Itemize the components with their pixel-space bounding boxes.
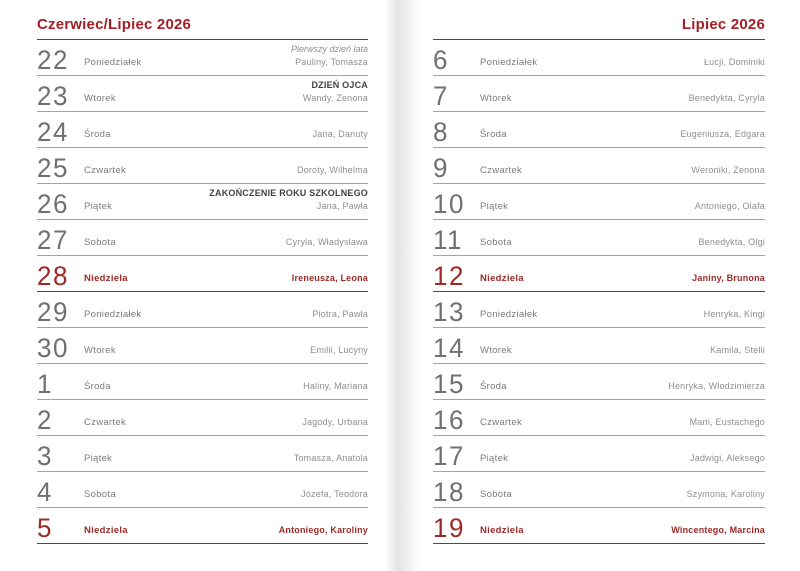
weekday-label: Środa bbox=[84, 129, 111, 140]
day-number: 9 bbox=[433, 151, 449, 184]
name-day-label: Antoniego, Olafa bbox=[694, 201, 765, 211]
name-day-label: Tomasza, Anatola bbox=[293, 453, 368, 463]
day-number: 23 bbox=[37, 79, 69, 112]
calendar-row-day-6 bbox=[433, 40, 765, 76]
day-number: 3 bbox=[37, 439, 53, 472]
row-right-block bbox=[691, 164, 765, 177]
row-right-block bbox=[313, 128, 368, 141]
row-right-block bbox=[690, 416, 765, 429]
name-day-label: Benedykta, Cyryla bbox=[688, 93, 765, 103]
holiday-label: DZIEŃ OJCA bbox=[311, 80, 368, 90]
name-day-label: Janiny, Brunona bbox=[692, 273, 765, 283]
calendar-row-day-29 bbox=[37, 292, 368, 328]
name-day-label: Eugeniusza, Edgara bbox=[680, 129, 765, 139]
day-number: 19 bbox=[433, 511, 465, 544]
row-right-block bbox=[292, 272, 368, 285]
calendar-row-day-27 bbox=[37, 220, 368, 256]
name-day-label: Wincentego, Marcina bbox=[671, 525, 765, 535]
calendar-row-day-15 bbox=[433, 364, 765, 400]
weekday-label: Wtorek bbox=[84, 345, 116, 356]
holiday-label: Pierwszy dzień lata bbox=[290, 44, 368, 54]
weekday-label: Sobota bbox=[480, 237, 512, 248]
weekday-label: Niedziela bbox=[84, 273, 128, 284]
row-right-block bbox=[303, 79, 368, 105]
day-number: 15 bbox=[433, 367, 465, 400]
weekday-label: Wtorek bbox=[480, 345, 512, 356]
name-day-label: Ireneusza, Leona bbox=[291, 273, 368, 283]
weekday-label: Czwartek bbox=[480, 165, 522, 176]
row-right-block bbox=[687, 488, 765, 501]
calendar-row-day-19 bbox=[433, 508, 765, 544]
weekday-label: Piątek bbox=[480, 201, 509, 212]
name-day-label: Piotra, Pawła bbox=[312, 309, 368, 319]
row-right-block bbox=[689, 92, 765, 105]
weekday-label: Wtorek bbox=[480, 93, 512, 104]
weekday-label: Poniedziałek bbox=[84, 309, 142, 320]
name-day-label: Pauliny, Tomasza bbox=[295, 57, 368, 67]
calendar-row-day-28 bbox=[37, 256, 368, 292]
calendar-row-day-16 bbox=[433, 400, 765, 436]
weekday-label: Niedziela bbox=[480, 273, 524, 284]
name-day-label: Emilii, Lucyny bbox=[310, 345, 368, 355]
calendar-row-day-18 bbox=[433, 472, 765, 508]
calendar-row-day-5 bbox=[37, 508, 368, 544]
row-right-block bbox=[301, 488, 368, 501]
calendar-row-day-17 bbox=[433, 436, 765, 472]
row-right-block bbox=[695, 200, 765, 213]
weekday-label: Czwartek bbox=[480, 417, 522, 428]
row-right-block bbox=[286, 236, 368, 249]
day-number: 2 bbox=[37, 403, 53, 436]
weekday-label: Piątek bbox=[84, 453, 113, 464]
name-day-label: Jana, Pawła bbox=[316, 201, 368, 211]
row-right-block bbox=[302, 416, 368, 429]
weekday-label: Środa bbox=[84, 381, 111, 392]
calendar-row-day-9 bbox=[433, 148, 765, 184]
weekday-label: Czwartek bbox=[84, 417, 126, 428]
weekday-label: Niedziela bbox=[84, 525, 128, 536]
row-right-block bbox=[704, 56, 765, 69]
name-day-label: Antoniego, Karoliny bbox=[278, 525, 368, 535]
calendar-row-day-2 bbox=[37, 400, 368, 436]
row-right-block bbox=[209, 187, 368, 213]
day-number: 14 bbox=[433, 331, 465, 364]
row-right-block bbox=[668, 380, 765, 393]
right-page-rows bbox=[433, 40, 765, 544]
name-day-label: Doroty, Wilhelma bbox=[296, 165, 368, 175]
weekday-label: Poniedziałek bbox=[480, 57, 538, 68]
day-number: 24 bbox=[37, 115, 69, 148]
day-number: 8 bbox=[433, 115, 449, 148]
weekday-label: Środa bbox=[480, 381, 507, 392]
name-day-label: Cyryla, Władysława bbox=[285, 237, 368, 247]
calendar-row-day-3 bbox=[37, 436, 368, 472]
calendar-row-day-7 bbox=[433, 76, 765, 112]
calendar-row-day-26 bbox=[37, 184, 368, 220]
day-number: 17 bbox=[433, 439, 465, 472]
calendar-row-day-13 bbox=[433, 292, 765, 328]
weekday-label: Niedziela bbox=[480, 525, 524, 536]
calendar-row-day-8 bbox=[433, 112, 765, 148]
day-number: 27 bbox=[37, 223, 69, 256]
weekday-label: Poniedziałek bbox=[84, 57, 142, 68]
name-day-label: Benedykta, Olgi bbox=[698, 237, 765, 247]
calendar-row-day-23 bbox=[37, 76, 368, 112]
calendar-row-day-1 bbox=[37, 364, 368, 400]
calendar-row-day-25 bbox=[37, 148, 368, 184]
day-number: 22 bbox=[37, 43, 69, 76]
row-right-block bbox=[312, 308, 368, 321]
name-day-label: Haliny, Mariana bbox=[303, 381, 368, 391]
weekday-label: Sobota bbox=[480, 489, 512, 500]
calendar-row-day-12 bbox=[433, 256, 765, 292]
day-number: 11 bbox=[433, 223, 463, 256]
row-right-block bbox=[671, 524, 765, 537]
row-right-block bbox=[692, 272, 765, 285]
calendar-row-day-10 bbox=[433, 184, 765, 220]
day-number: 12 bbox=[433, 259, 465, 292]
weekday-label: Sobota bbox=[84, 237, 116, 248]
row-right-block bbox=[297, 164, 368, 177]
day-number: 28 bbox=[37, 259, 69, 292]
left-page bbox=[37, 0, 368, 544]
name-day-label: Weroniki, Zenona bbox=[691, 165, 765, 175]
day-number: 18 bbox=[433, 475, 465, 508]
day-number: 13 bbox=[433, 295, 465, 328]
calendar-row-day-14 bbox=[433, 328, 765, 364]
name-day-label: Łucji, Dominiki bbox=[703, 57, 765, 67]
page-gutter-shadow bbox=[384, 0, 420, 571]
day-number: 10 bbox=[433, 187, 465, 220]
name-day-label: Marii, Eustachego bbox=[689, 417, 765, 427]
page-title: Lipiec 2026 bbox=[681, 16, 765, 33]
row-right-block bbox=[294, 452, 368, 465]
weekday-label: Wtorek bbox=[84, 93, 116, 104]
day-number: 6 bbox=[433, 43, 449, 76]
name-day-label: Wandy, Zenona bbox=[302, 93, 368, 103]
row-right-block bbox=[704, 308, 765, 321]
weekday-label: Piątek bbox=[480, 453, 509, 464]
day-number: 25 bbox=[37, 151, 69, 184]
name-day-label: Henryka, Włodzimierza bbox=[668, 381, 765, 391]
calendar-row-day-22 bbox=[37, 40, 368, 76]
left-page-header bbox=[37, 0, 368, 40]
weekday-label: Czwartek bbox=[84, 165, 126, 176]
name-day-label: Jagody, Urbana bbox=[302, 417, 368, 427]
page-title: Czerwiec/Lipiec 2026 bbox=[37, 16, 192, 33]
weekday-label: Środa bbox=[480, 129, 507, 140]
name-day-label: Szymona, Karoliny bbox=[686, 489, 765, 499]
row-right-block bbox=[690, 452, 765, 465]
name-day-label: Jadwigi, Aleksego bbox=[690, 453, 765, 463]
right-page bbox=[433, 0, 765, 544]
name-day-label: Henryka, Kingi bbox=[703, 309, 765, 319]
day-number: 16 bbox=[433, 403, 465, 436]
day-number: 4 bbox=[37, 475, 53, 508]
name-day-label: Józefa, Teodora bbox=[301, 489, 368, 499]
day-number: 30 bbox=[37, 331, 69, 364]
row-right-block bbox=[291, 43, 368, 69]
calendar-row-day-11 bbox=[433, 220, 765, 256]
weekday-label: Poniedziałek bbox=[480, 309, 538, 320]
row-right-block bbox=[310, 344, 368, 357]
row-right-block bbox=[303, 380, 368, 393]
row-right-block bbox=[279, 524, 368, 537]
day-number: 7 bbox=[433, 79, 449, 112]
day-number: 29 bbox=[37, 295, 69, 328]
row-right-block bbox=[698, 236, 765, 249]
weekday-label: Piątek bbox=[84, 201, 113, 212]
row-right-block bbox=[680, 128, 765, 141]
right-page-header bbox=[433, 0, 765, 40]
row-right-block bbox=[710, 344, 765, 357]
name-day-label: Jana, Danuty bbox=[312, 129, 368, 139]
name-day-label: Kamila, Stelli bbox=[710, 345, 765, 355]
day-number: 1 bbox=[37, 367, 53, 400]
calendar-row-day-30 bbox=[37, 328, 368, 364]
day-number: 5 bbox=[37, 511, 53, 544]
calendar-row-day-4 bbox=[37, 472, 368, 508]
calendar-row-day-24 bbox=[37, 112, 368, 148]
holiday-label: ZAKOŃCZENIE ROKU SZKOLNEGO bbox=[209, 188, 368, 198]
weekday-label: Sobota bbox=[84, 489, 116, 500]
day-number: 26 bbox=[37, 187, 69, 220]
left-page-rows bbox=[37, 40, 368, 544]
